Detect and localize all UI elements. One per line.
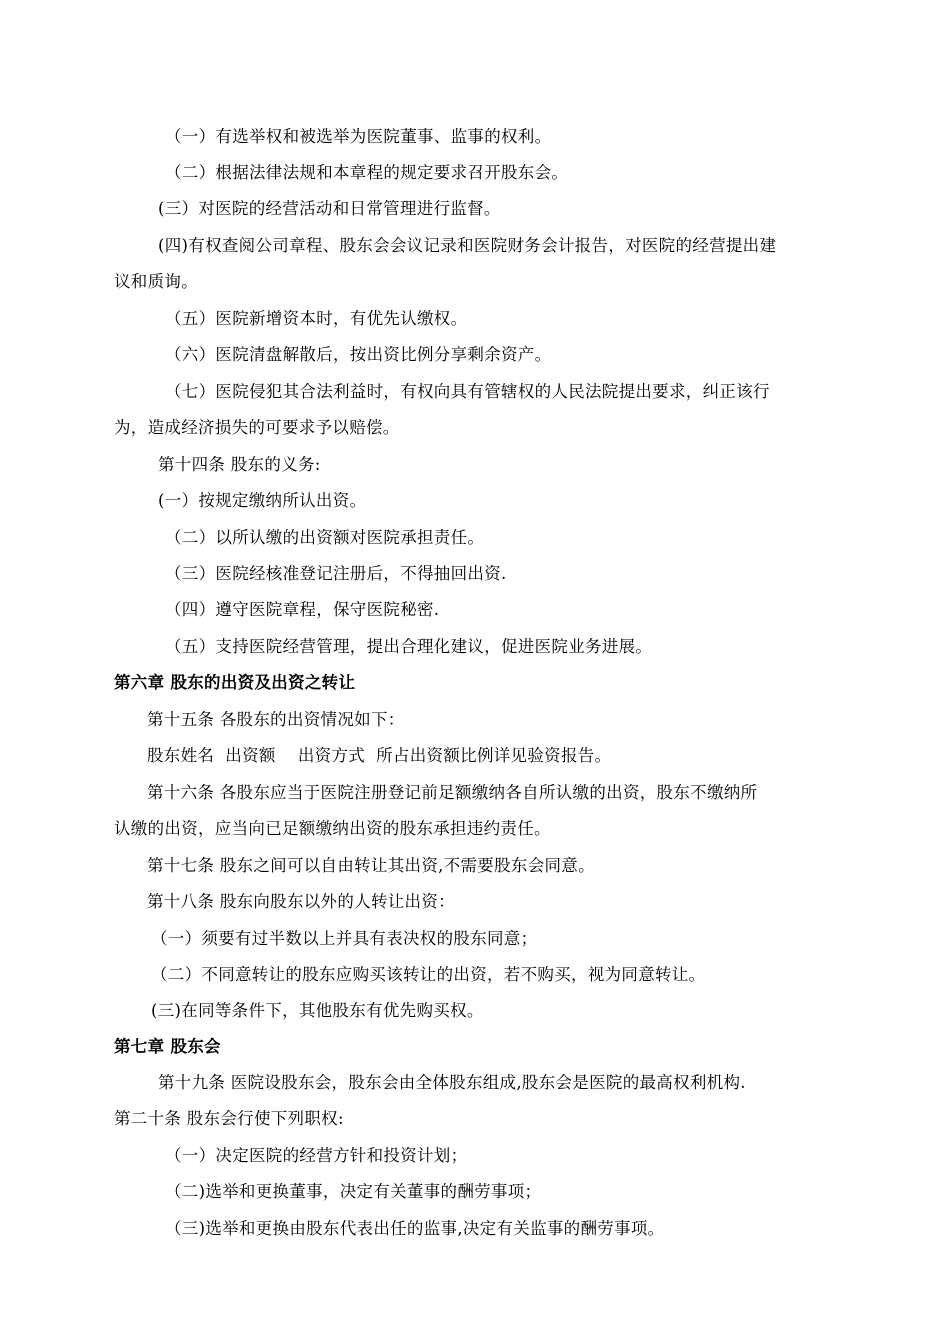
text-line: 第十九条 医院设股东会，股东会由全体股东组成,股东会是医院的最高权利机构. (158, 1073, 746, 1092)
text-line: （七）医院侵犯其合法利益时，有权向具有管辖权的人民法院提出要求，纠正该行 (165, 382, 770, 401)
text-line: （二）不同意转让的股东应购买该转让的出资，若不购买，视为同意转让。 (151, 965, 706, 984)
text-line: （一）须要有过半数以上并具有表决权的股东同意； (151, 929, 538, 948)
text-line: (三）对医院的经营活动和日常管理进行监督。 (158, 199, 501, 218)
article-heading: 第十五条 各股东的出资情况如下： (147, 710, 405, 729)
text-line: （二）以所认缴的出资额对医院承担责任。 (165, 528, 485, 547)
article-heading: 第十四条 股东的义务: (158, 455, 321, 474)
text-line: （五）医院新增资本时，有优先认缴权。 (165, 309, 468, 328)
text-line: （四）遵守医院章程，保守医院秘密. (165, 600, 440, 619)
text-line: 认缴的出资，应当向已足额缴纳出资的股东承担违约责任。 (114, 819, 551, 838)
text-line: （二）根据法律法规和本章程的规定要求召开股东会。 (165, 163, 569, 182)
article-heading: 第十八条 股东向股东以外的人转让出资： (147, 892, 455, 911)
text-line: (一）按规定缴纳所认出资。 (158, 491, 367, 510)
text-line: （三)选举和更换由股东代表出任的监事,决定有关监事的酬劳事项。 (165, 1219, 665, 1238)
text-line: (三)在同等条件下，其他股东有优先购买权。 (151, 1001, 484, 1020)
text-line: （一）决定医院的经营方针和投资计划； (165, 1146, 468, 1165)
chapter-heading: 第七章 股东会 (114, 1037, 221, 1056)
text-line: 股东姓名 出资额 出资方式 所占出资额比例详见验资报告。 (147, 746, 612, 765)
text-line: 为，造成经济损失的可要求予以赔偿。 (114, 418, 400, 437)
text-line: （三）医院经核准登记注册后，不得抽回出资. (165, 564, 507, 583)
text-line: 第十六条 各股东应当于医院注册登记前足额缴纳各自所认缴的出资，股东不缴纳所 (147, 783, 758, 802)
text-line: 议和质询。 (114, 272, 198, 291)
text-line: （一）有选举权和被选举为医院董事、监事的权利。 (165, 127, 552, 146)
text-line: (四)有权查阅公司章程、股东会会议记录和医院财务会计报告，对医院的经营提出建 (158, 236, 777, 255)
article-heading: 第二十条 股东会行使下列职权: (114, 1109, 344, 1128)
text-line: （二)选举和更换董事，决定有关董事的酬劳事项； (165, 1182, 542, 1201)
chapter-heading: 第六章 股东的出资及出资之转让 (114, 673, 356, 692)
text-line: （六）医院清盘解散后，按出资比例分享剩余资产。 (165, 345, 552, 364)
text-line: （五）支持医院经营管理，提出合理化建议，促进医院业务进展。 (165, 637, 653, 656)
text-line: 第十七条 股东之间可以自由转让其出资,不需要股东会同意。 (147, 856, 595, 875)
